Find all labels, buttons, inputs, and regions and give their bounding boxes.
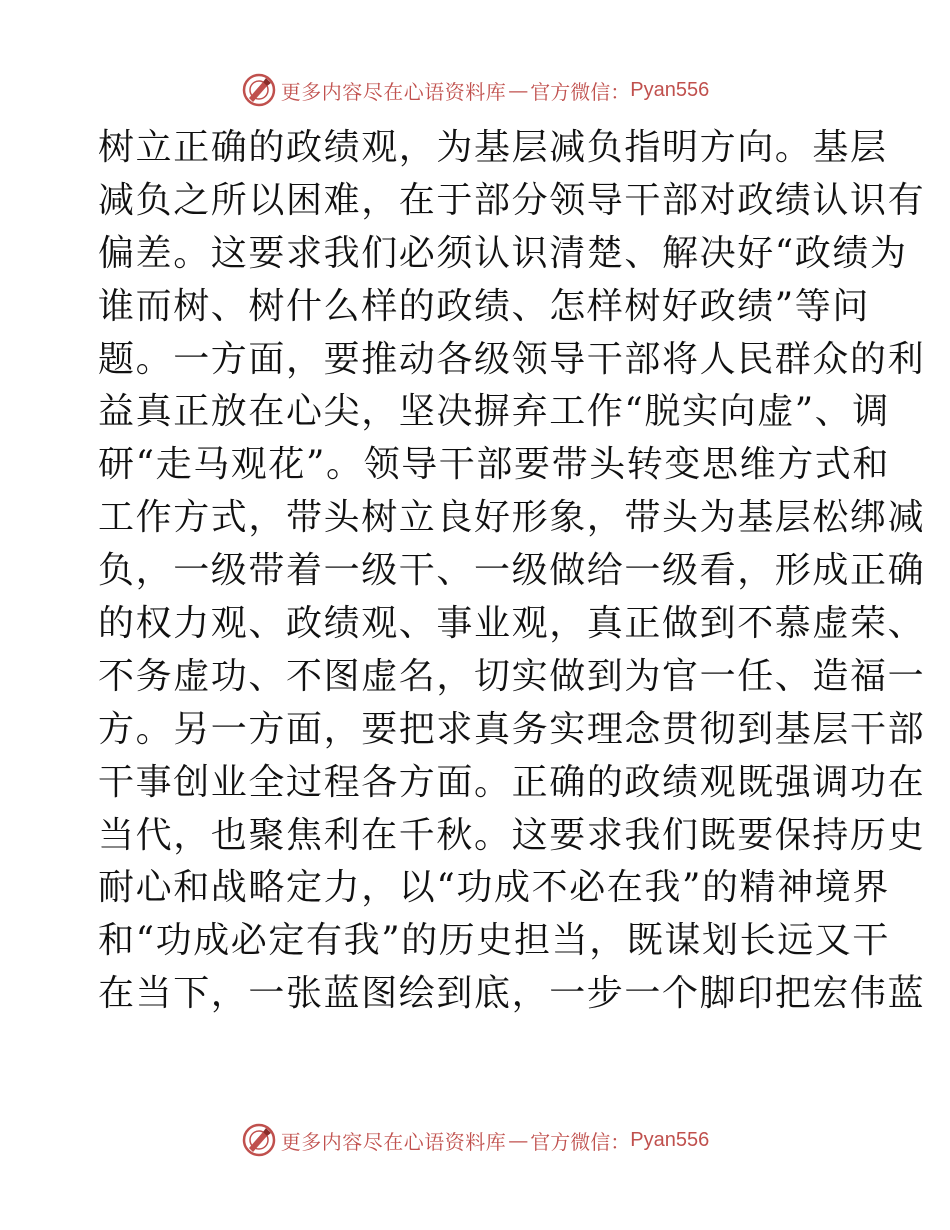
text-line: 方。另一方面，要把求真务实理念贯彻到基层干部 <box>98 708 926 750</box>
text-line: 当代，也聚焦利在千秋。这要求我们既要保持历史 <box>98 814 926 856</box>
text-line: 益真正放在心尖，坚决摒弃工作“脱实向虚”、调 <box>98 391 891 433</box>
brand-logo-icon <box>241 72 277 108</box>
watermark-dash: — <box>508 1128 529 1152</box>
watermark-wechat-id: Pyan556 <box>630 1128 710 1151</box>
text-line: 的权力观、政绩观、事业观，真正做到不慕虚荣、 <box>98 603 926 645</box>
text-line: 研“走马观花”。领导干部要带头转变思维方式和 <box>98 444 891 486</box>
text-line: 题。一方面，要推动各级领导干部将人民群众的利 <box>98 338 926 380</box>
text-line: 在当下，一张蓝图绘到底，一步一个脚印把宏伟蓝 <box>98 973 926 1015</box>
watermark-text: 更多内容尽在心语资料库 <box>280 79 507 104</box>
text-line: 和“功成必定有我”的历史担当，既谋划长远又干 <box>98 920 891 962</box>
watermark-dash: — <box>508 78 529 102</box>
text-line: 干事创业全过程各方面。正确的政绩观既强调功在 <box>98 761 926 803</box>
brand-logo-icon <box>241 1122 277 1158</box>
text-line: 不务虚功、不图虚名，切实做到为官一任、造福一 <box>98 655 926 697</box>
text-line: 偏差。这要求我们必须认识清楚、解决好“政绩为 <box>98 232 908 274</box>
watermark-wechat-label: 官方微信： <box>530 1129 631 1154</box>
watermark-wechat-label: 官方微信： <box>530 79 631 104</box>
text-line: 耐心和战略定力，以“功成不必在我”的精神境界 <box>98 867 891 909</box>
body-paragraph <box>98 122 926 1021</box>
text-line: 谁而树、树什么样的政绩、怎样树好政绩”等问 <box>98 285 871 327</box>
text-line: 负，一级带着一级干、一级做给一级看，形成正确 <box>98 550 926 592</box>
watermark-wechat-id: Pyan556 <box>630 78 710 101</box>
footer-watermark <box>0 1120 950 1160</box>
watermark-text: 更多内容尽在心语资料库 <box>280 1129 507 1154</box>
text-line: 减负之所以困难，在于部分领导干部对政绩认识有 <box>98 179 926 221</box>
text-line: 工作方式，带头树立良好形象，带头为基层松绑减 <box>98 497 926 539</box>
header-watermark <box>0 70 950 110</box>
text-line: 树立正确的政绩观，为基层减负指明方向。基层 <box>98 127 888 168</box>
